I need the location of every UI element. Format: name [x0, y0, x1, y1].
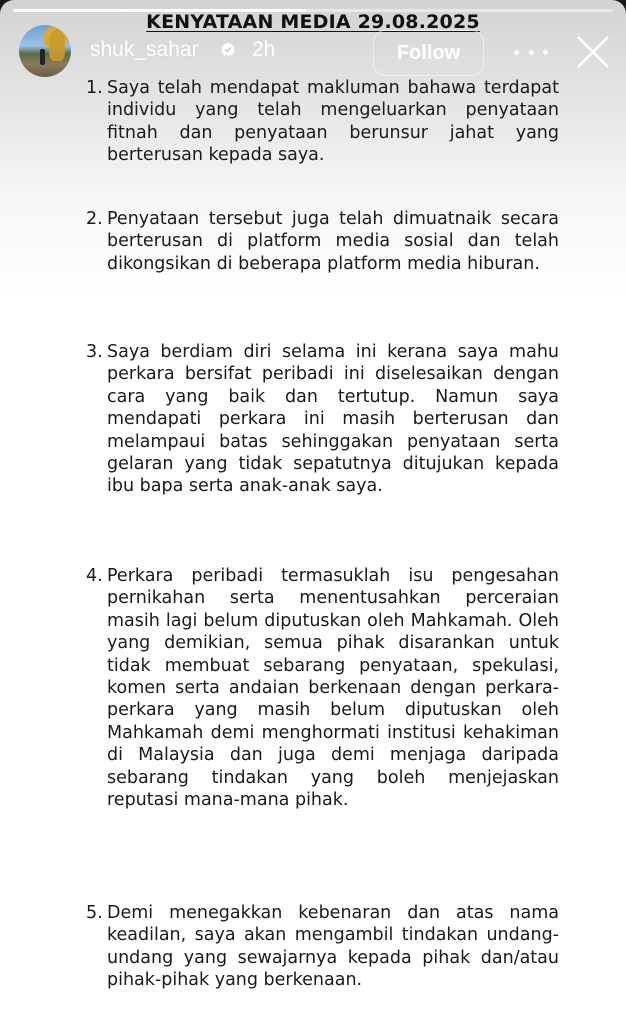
- item-text: Saya telah mendapat makluman bahawa terdapat individu yang telah mengeluarkan penyataan fitnah dan penyataan berunsur jahat yang berterusan kepada saya.: [107, 78, 559, 166]
- more-options-button[interactable]: [514, 42, 548, 62]
- item-text: Demi menegakkan kebenaran dan atas nama keadilan, saya akan mengambil tindakan undang-undang yang sewajarnya kepada pihak dan/atau pihak-pihak yang berkenaan.: [107, 903, 559, 991]
- item-text: Saya berdiam diri selama ini kerana saya mahu perkara bersifat peribadi ini diselesaikan dengan cara yang baik dan tertutup. Namun saya mendapati perkara ini masih berterusan dan melampaui batas sehinggakan penyataan serta gelaran yang tidak sepatutnya ditujukan kepada ibu bapa serta anak-anak saya.: [107, 342, 559, 497]
- statement-item-4: [86, 565, 559, 811]
- item-number: 5.: [86, 903, 103, 923]
- post-time: 2h: [252, 38, 276, 61]
- close-icon[interactable]: [576, 35, 610, 69]
- item-number: 4.: [86, 566, 103, 586]
- item-number: 2.: [86, 209, 103, 229]
- document-title: KENYATAAN MEDIA 29.08.2025: [146, 11, 480, 33]
- ellipsis-icon-dot: [529, 50, 534, 55]
- avatar[interactable]: [19, 25, 71, 77]
- verified-badge-icon: [220, 42, 236, 58]
- item-number: 1.: [86, 78, 103, 98]
- avatar-tree: [49, 29, 65, 61]
- statement-item-2: [86, 208, 559, 275]
- item-number: 3.: [86, 342, 103, 362]
- item-text: Perkara peribadi termasuklah isu pengesahan pernikahan serta menentusahkan perceraian masih lagi belum diputuskan oleh Mahkamah. Oleh yang demikian, semua pihak disarankan untuk tidak membuat sebarang penyataan, spekulasi, komen serta andaian berkenaan dengan perkara-perkara yang masih belum diputuskan oleh Mahkamah demi menghormati institusi kehakiman di Malaysia dan juga demi menjaga daripada sebarang tindakan yang boleh menjejaskan reputasi mana-mana pihak.: [107, 566, 559, 811]
- follow-button[interactable]: Follow: [373, 30, 484, 76]
- ellipsis-icon-dot: [514, 50, 519, 55]
- avatar-person: [40, 49, 45, 65]
- ellipsis-icon-dot: [543, 50, 548, 55]
- username-link[interactable]: shuk_sahar: [90, 38, 199, 61]
- item-text: Penyataan tersebut juga telah dimuatnaik secara berterusan di platform media sosial dan telah dikongsikan di beberapa platform media hiburan.: [107, 209, 559, 274]
- statement-item-5: [86, 902, 559, 992]
- statement-item-1: [86, 77, 559, 167]
- statement-item-3: [86, 341, 559, 498]
